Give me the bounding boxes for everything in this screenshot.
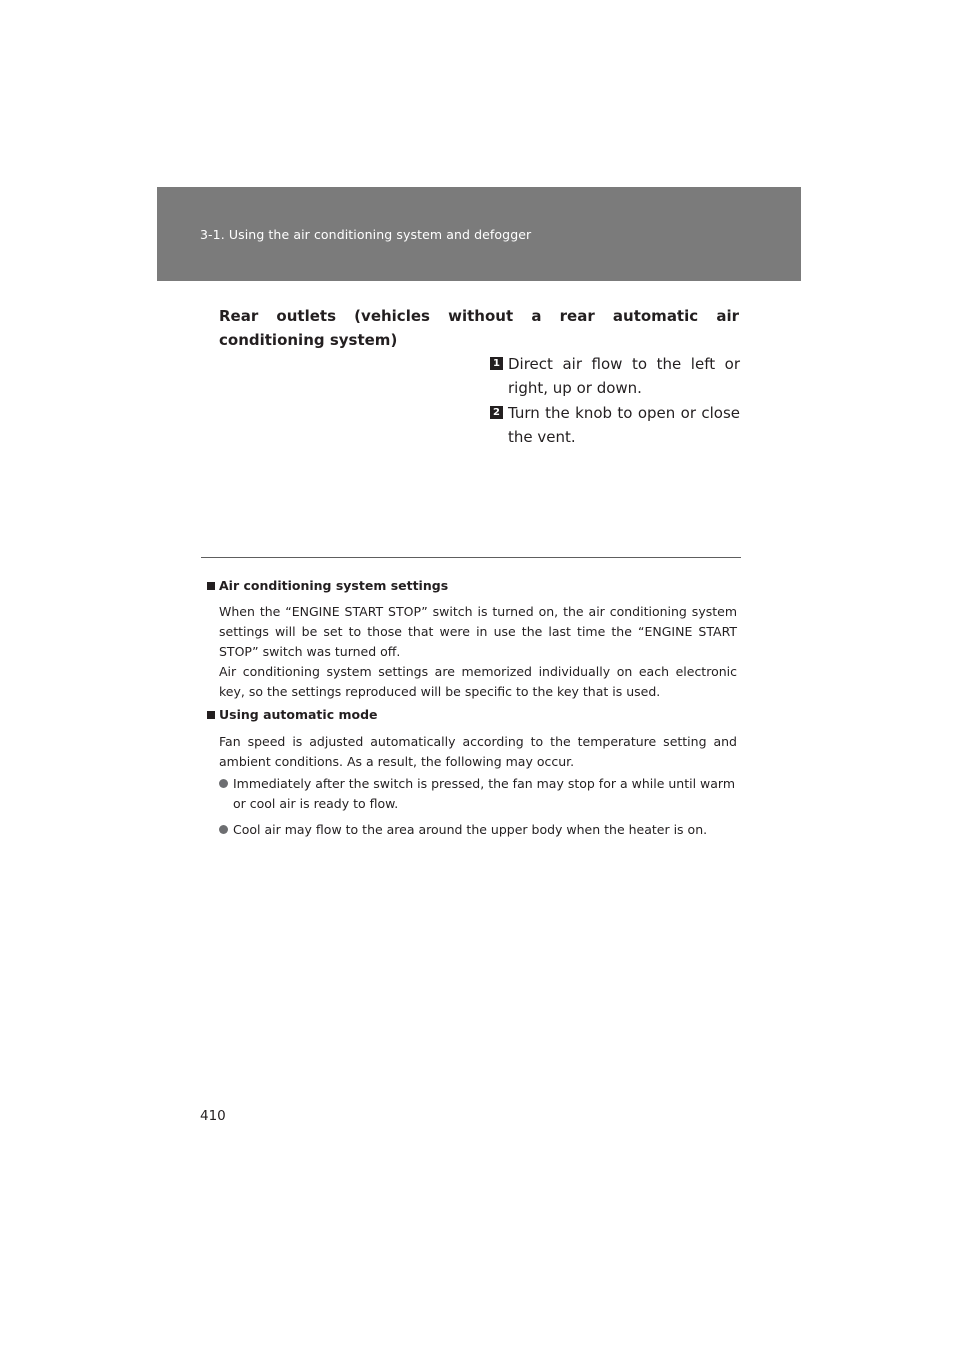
circle-bullet-icon [219,825,228,834]
page-number: 410 [200,1108,226,1124]
list-item: Immediately after the switch is pressed, the fan may stop for a while until warm or cool air is ready to flow. [219,774,737,814]
section-heading: Rear outlets (vehicles without a rear automatic air conditioning system) [219,307,739,349]
square-bullet-icon [207,711,215,719]
note-text-automatic [219,732,737,772]
note-text-settings [219,602,737,702]
note-paragraph: Air conditioning system settings are memorized individually on each electronic key, so the settings reproduced will be specific to the key that is used. [219,664,737,699]
step-text: Turn the knob to open or close the vent. [508,404,740,446]
chapter-title: 3-1. Using the air conditioning system and defogger [200,227,532,242]
step-2 [490,401,740,449]
step-text: Direct air flow to the left or right, up or down. [508,355,740,397]
list-item: Cool air may flow to the area around the upper body when the heater is on. [219,820,737,840]
section-divider [201,557,741,558]
chapter-header [157,187,801,281]
step-1 [490,352,740,400]
note-paragraph: When the “ENGINE START STOP” switch is turned on, the air conditioning system settings will be set to those that were in use the last time the “ENGINE START STOP” switch was turned off. [219,604,737,659]
square-bullet-icon [207,582,215,590]
note-title-automatic: Using automatic mode [207,707,378,722]
note-paragraph: Fan speed is adjusted automatically according to the temperature setting and ambient conditions. As a result, the following may occur. [219,734,737,769]
step-number-badge: 2 [490,406,503,419]
note-title-settings: Air conditioning system settings [207,578,448,593]
step-number-badge: 1 [490,357,503,370]
circle-bullet-icon [219,779,228,788]
